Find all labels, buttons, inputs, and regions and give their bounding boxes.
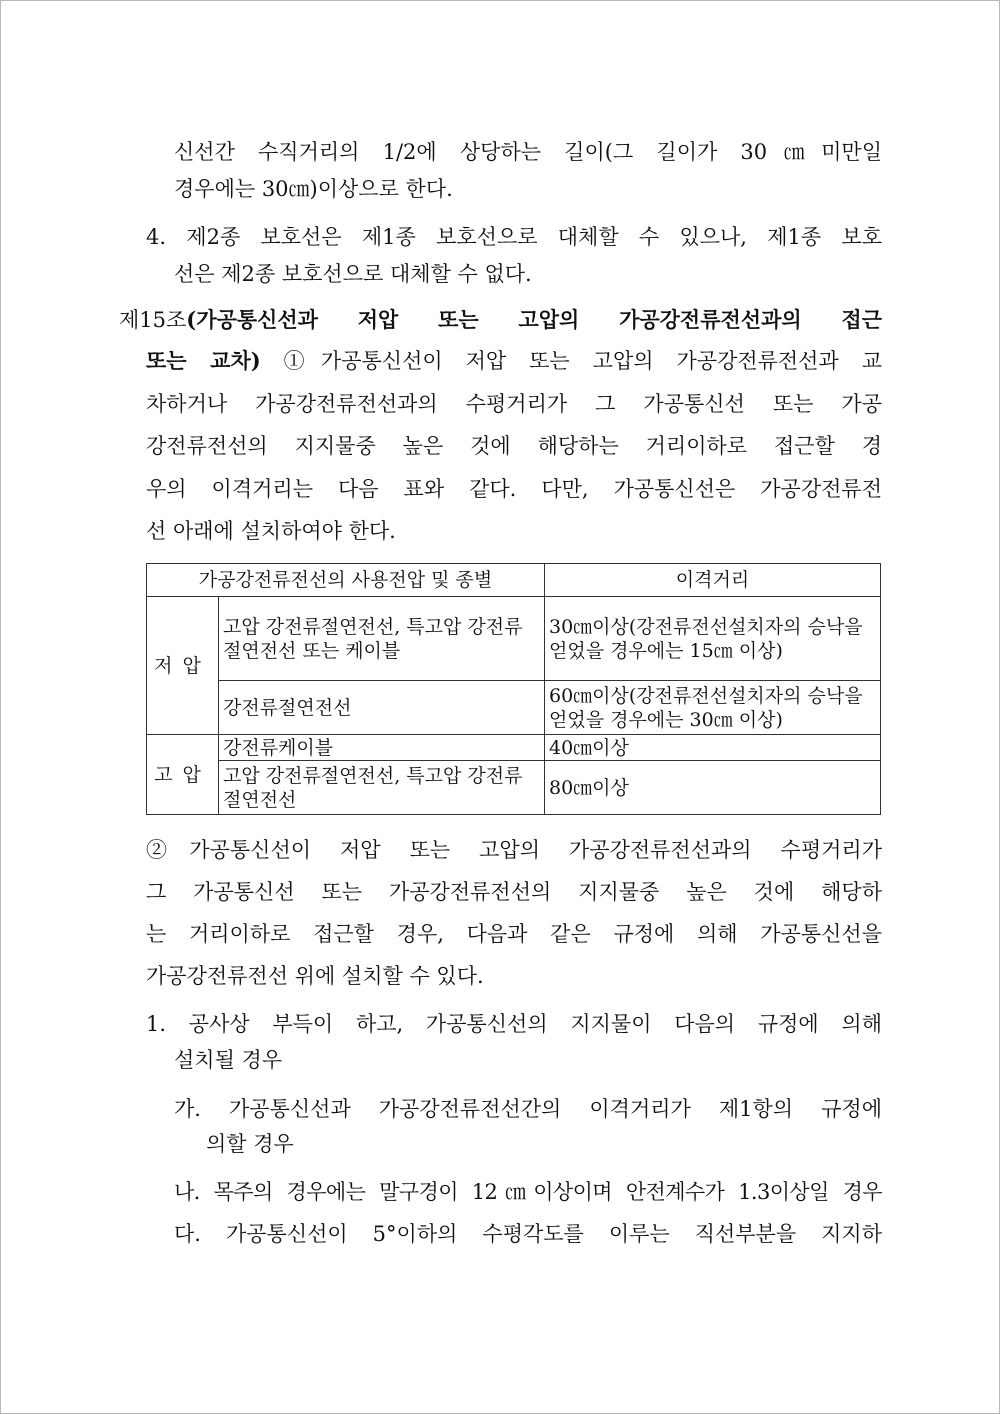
article-heading [119, 305, 882, 335]
text-line: 우의 이격거리는 다음 표와 같다. 다만, 가공통신선은 가공강전류전 [146, 477, 882, 501]
table-row [147, 735, 881, 761]
article-paragraph-line [146, 346, 882, 376]
list-item: 1. 공사상 부득이 하고, 가공통신선의 지지물이 다음의 규정에 의해 [146, 1012, 882, 1036]
list-item: 나. 목주의 경우에는 말구경이 12㎝이상이며 안전계수가 1.3이상일 경우 [174, 1180, 882, 1204]
text-line: 선 아래에 설치하여야 한다. [146, 519, 396, 543]
table-cell: 30㎝이상(강전류전선설치자의 승낙을 얻었을 경우에는 15㎝ 이상) [545, 597, 881, 681]
text-line: 설치될 경우 [174, 1048, 283, 1072]
list-item: 4. 제2종 보호선은 제1종 보호선으로 대체할 수 있으나, 제1종 보호 [146, 225, 882, 249]
text-line: ②가공통신선이 저압 또는 고압의 가공강전류전선과의 수평거리가 [146, 838, 882, 862]
text-line: 의할 경우 [206, 1132, 294, 1156]
table-cell: 강전류절연전선 [219, 681, 545, 735]
table-cell: 고압 강전류절연전선, 특고압 강전류절연전선 [219, 761, 545, 815]
list-item: 다. 가공통신선이 5°이하의 수평각도를 이루는 직선부분을 지지하 [174, 1222, 882, 1246]
table-header: 이격거리 [545, 564, 881, 597]
table-category-cell: 저압 [147, 597, 219, 735]
article-title: (가공통신선과 저압 또는 고압의 가공강전류전선과의 접근 [186, 307, 882, 332]
text-line: 차하거나 가공강전류전선과의 수평거리가 그 가공통신선 또는 가공 [146, 392, 882, 416]
table-header: 가공강전류전선의 사용전압 및 종별 [147, 564, 545, 597]
table-row [147, 761, 881, 815]
text-line: 선은 제2종 보호선으로 대체할 수 없다. [174, 262, 532, 286]
text-line: 는 거리이하로 접근할 경우, 다음과 같은 규정에 의해 가공통신선을 [146, 922, 882, 946]
table-cell: 80㎝이상 [545, 761, 881, 815]
text-line: 그 가공통신선 또는 가공강전류전선의 지지물중 높은 것에 해당하 [146, 880, 882, 904]
list-item: 가. 가공통신선과 가공강전류전선간의 이격거리가 제1항의 규정에 [174, 1097, 882, 1121]
paragraph-text: ①가공통신선이 저압 또는 고압의 가공강전류전선과 교 [260, 349, 882, 373]
table-row [147, 681, 881, 735]
separation-distance-table [146, 563, 881, 815]
table-cell: 40㎝이상 [545, 735, 881, 761]
text-line: 경우에는 30㎝)이상으로 한다. [174, 177, 453, 201]
table-category-cell: 고압 [147, 735, 219, 815]
table-row [147, 597, 881, 681]
article-title-cont: 또는 교차) [146, 348, 261, 373]
table-header-row [147, 564, 881, 597]
table-cell: 고압 강전류절연전선, 특고압 강전류절연전선 또는 케이블 [219, 597, 545, 681]
text-line: 강전류전선의 지지물중 높은 것에 해당하는 거리이하로 접근할 경 [146, 434, 882, 458]
table-cell: 60㎝이상(강전류전선설치자의 승낙을 얻었을 경우에는 30㎝ 이상) [545, 681, 881, 735]
article-number: 제15조 [119, 308, 187, 332]
text-line: 신선간 수직거리의 1/2에 상당하는 길이(그 길이가 30㎝미만일 [174, 140, 882, 164]
text-line: 가공강전류전선 위에 설치할 수 있다. [146, 964, 484, 988]
table-cell: 강전류케이블 [219, 735, 545, 761]
